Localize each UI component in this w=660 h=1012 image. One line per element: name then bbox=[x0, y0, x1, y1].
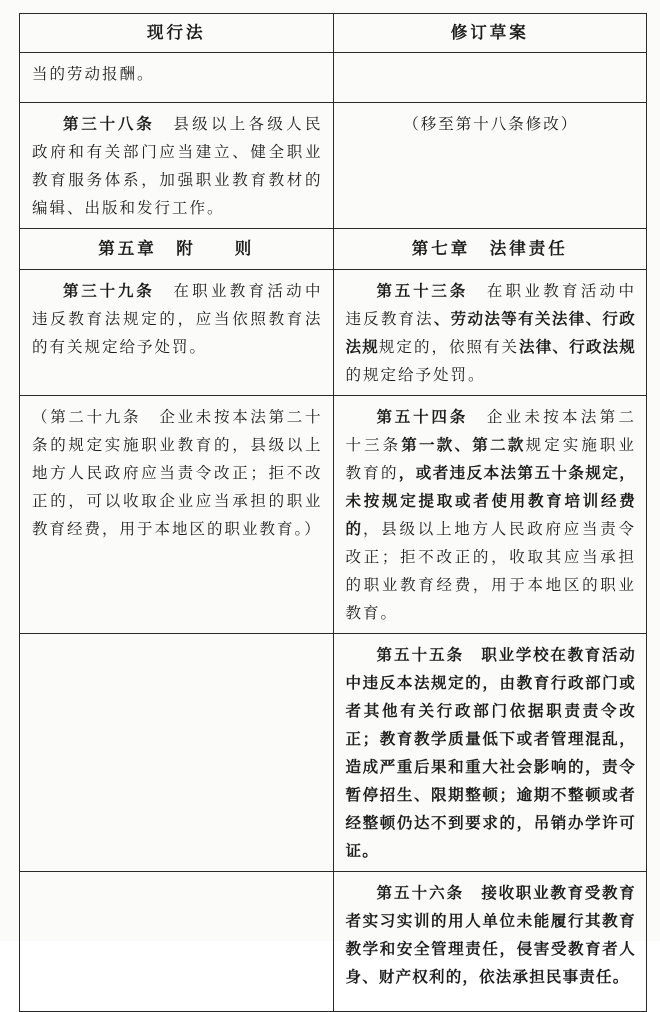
article-text: 在职业教育活动中违反教育法 bbox=[345, 282, 636, 328]
table-row bbox=[20, 396, 647, 634]
article-paragraph bbox=[346, 277, 637, 389]
amended-text: 法律、行政法规 bbox=[519, 338, 636, 356]
article-number: 第五十四条 bbox=[376, 408, 469, 426]
table-row bbox=[20, 270, 647, 396]
amended-text: 第一款、第二款 bbox=[401, 436, 526, 454]
article-paragraph bbox=[346, 641, 637, 865]
article-text: 的规定给予处罚。 bbox=[345, 366, 486, 384]
article-number: 第三十八条 bbox=[63, 115, 155, 133]
article-paragraph bbox=[32, 277, 323, 361]
current-cell bbox=[20, 396, 334, 634]
article-number: 第三十九条 bbox=[63, 282, 155, 300]
article-text: ，县级以上地方人民政府应当责令改正；拒不改正的，收取其应当承担的职业教育经费，用于本地区的职业教育。 bbox=[345, 520, 636, 622]
table-row bbox=[20, 634, 647, 872]
article-text: 县级以上各级人民政府和有关部门应当建立、健全职业教育服务体系，加强职业教育教材的编辑、出版和发行工作。 bbox=[32, 115, 323, 217]
draft-cell bbox=[333, 872, 647, 1012]
article-text: 职业学校在教育活动中违反本法规定的，由教育行政部门或者其他有关行政部门依据职责责令改正；教育教学质量低下或者管理混乱，造成严重后果和重大社会影响的，责令暂停招生、限期整顿；逾期不整顿或者经整顿仍达不到要求的，吊销办学许可证。 bbox=[345, 646, 636, 860]
article-paragraph bbox=[346, 879, 637, 991]
header-current-law: 现行法 bbox=[20, 14, 334, 53]
article-paragraph bbox=[346, 403, 637, 627]
article-text: 企业未按本法第二十三条 bbox=[345, 408, 636, 454]
article-paragraph: （第二十九条 企业未按本法第二十条的规定实施职业教育的，县级以上地方人民政府应当责令改正；拒不改正的，可以收取企业应当承担的职业教育经费，用于本地区的职业教育。） bbox=[32, 408, 323, 538]
draft-cell bbox=[333, 270, 647, 396]
article-number: 第五十五条 bbox=[376, 646, 465, 664]
article-number: 第五十三条 bbox=[376, 282, 469, 300]
table-row bbox=[20, 872, 647, 1012]
header-revised-draft: 修订草案 bbox=[333, 14, 647, 53]
article-text: 接收职业教育受教育者实习实训的用人单位未能履行其教育教学和安全管理责任，侵害受教育者人身、财产权利的，依法承担民事责任。 bbox=[345, 884, 636, 986]
current-cell bbox=[20, 270, 334, 396]
article-text: 规定实施职业教育的 bbox=[345, 436, 636, 482]
amended-text: ，或者违反本法第五十条规定，未按规定提取或者使用教育培训经费的 bbox=[345, 464, 636, 538]
chapter-row bbox=[20, 229, 647, 270]
article-paragraph bbox=[32, 110, 323, 222]
amended-text: 、劳动法等有关法律、行政法规 bbox=[345, 310, 636, 356]
chapter-heading-draft: 第七章 法律责任 bbox=[333, 229, 647, 270]
current-cell-empty bbox=[20, 872, 334, 1012]
table-header-row bbox=[20, 14, 647, 53]
chapter-heading-current: 第五章 附 则 bbox=[20, 229, 334, 270]
current-cell-empty bbox=[20, 634, 334, 872]
current-cell bbox=[20, 53, 334, 103]
table-row bbox=[20, 103, 647, 229]
article-number: 第五十六条 bbox=[376, 884, 465, 902]
draft-cell-empty bbox=[333, 53, 647, 103]
comparison-table bbox=[19, 13, 647, 1012]
current-cell bbox=[20, 103, 334, 229]
current-text: 当的劳动报酬。 bbox=[32, 65, 155, 83]
table-row bbox=[20, 53, 647, 103]
draft-cell bbox=[333, 103, 647, 229]
draft-cell bbox=[333, 396, 647, 634]
draft-note: （移至第十八条修改） bbox=[403, 115, 579, 133]
article-text: 在职业教育活动中违反教育法规定的，应当依照教育法的有关规定给予处罚。 bbox=[32, 282, 323, 356]
draft-cell bbox=[333, 634, 647, 872]
article-text: 规定的，依照有关 bbox=[378, 338, 520, 356]
